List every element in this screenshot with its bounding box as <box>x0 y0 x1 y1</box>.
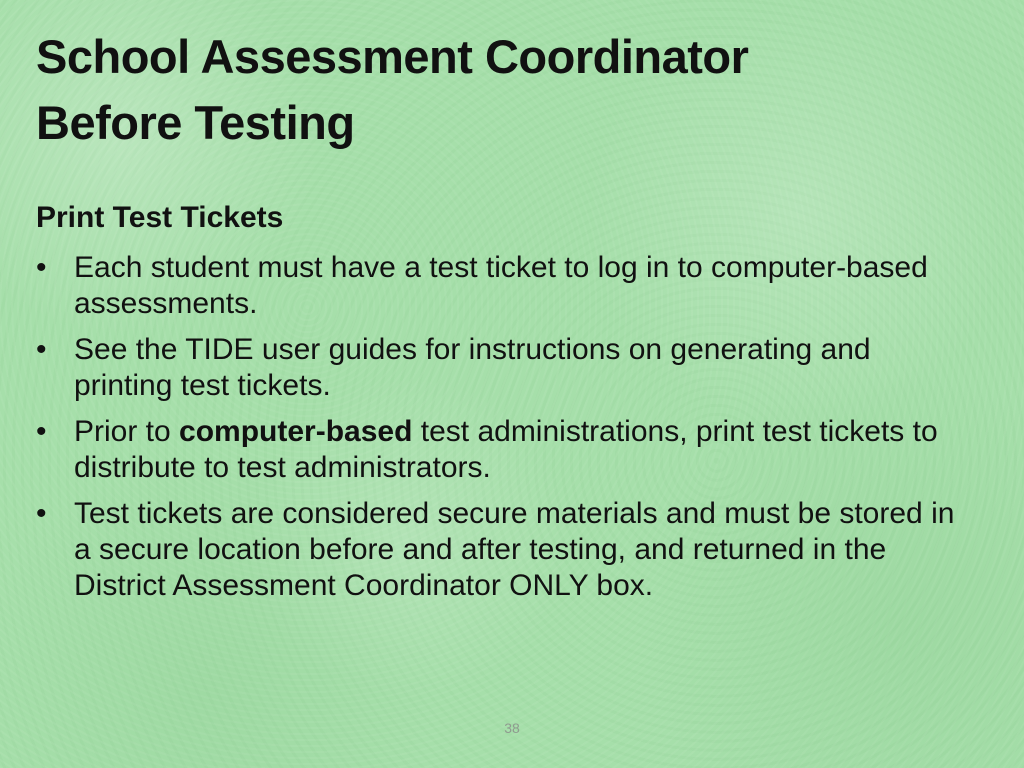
bullet-text-3-after: test administrations, print test tickets to distribute to test administrators. <box>74 415 938 484</box>
bullet-item-1 <box>36 250 976 322</box>
bullet-item-3 <box>36 414 976 486</box>
bullet-item-2 <box>36 332 976 404</box>
slide-title <box>36 24 976 156</box>
slide-title-line-2: Before Testing <box>36 96 355 149</box>
bullet-text-1: Each student must have a test ticket to log in to computer-based assessments. <box>74 251 928 320</box>
bullet-list <box>36 250 976 604</box>
bullet-marker: • <box>36 415 47 448</box>
bullet-marker: • <box>36 497 47 530</box>
bullet-marker: • <box>36 333 47 366</box>
bullet-marker: • <box>36 251 47 284</box>
slide-content <box>36 198 976 614</box>
bullet-text-2: See the TIDE user guides for instructions on generating and printing test tickets. <box>74 333 871 402</box>
bullet-text-3-bold: computer-based <box>179 415 413 448</box>
bullet-text-3-before: Prior to <box>74 415 180 448</box>
bullet-text-3 <box>74 415 938 484</box>
slide-title-line-1: School Assessment Coordinator <box>36 30 749 83</box>
page-number: 38 <box>504 720 520 736</box>
section-heading: Print Test Tickets <box>36 201 284 234</box>
bullet-text-4: Test tickets are considered secure materials and must be stored in a secure location before and after testing, and returned in the District Assessment Coordinator ONLY box. <box>74 497 955 602</box>
bullet-item-4 <box>36 496 976 604</box>
